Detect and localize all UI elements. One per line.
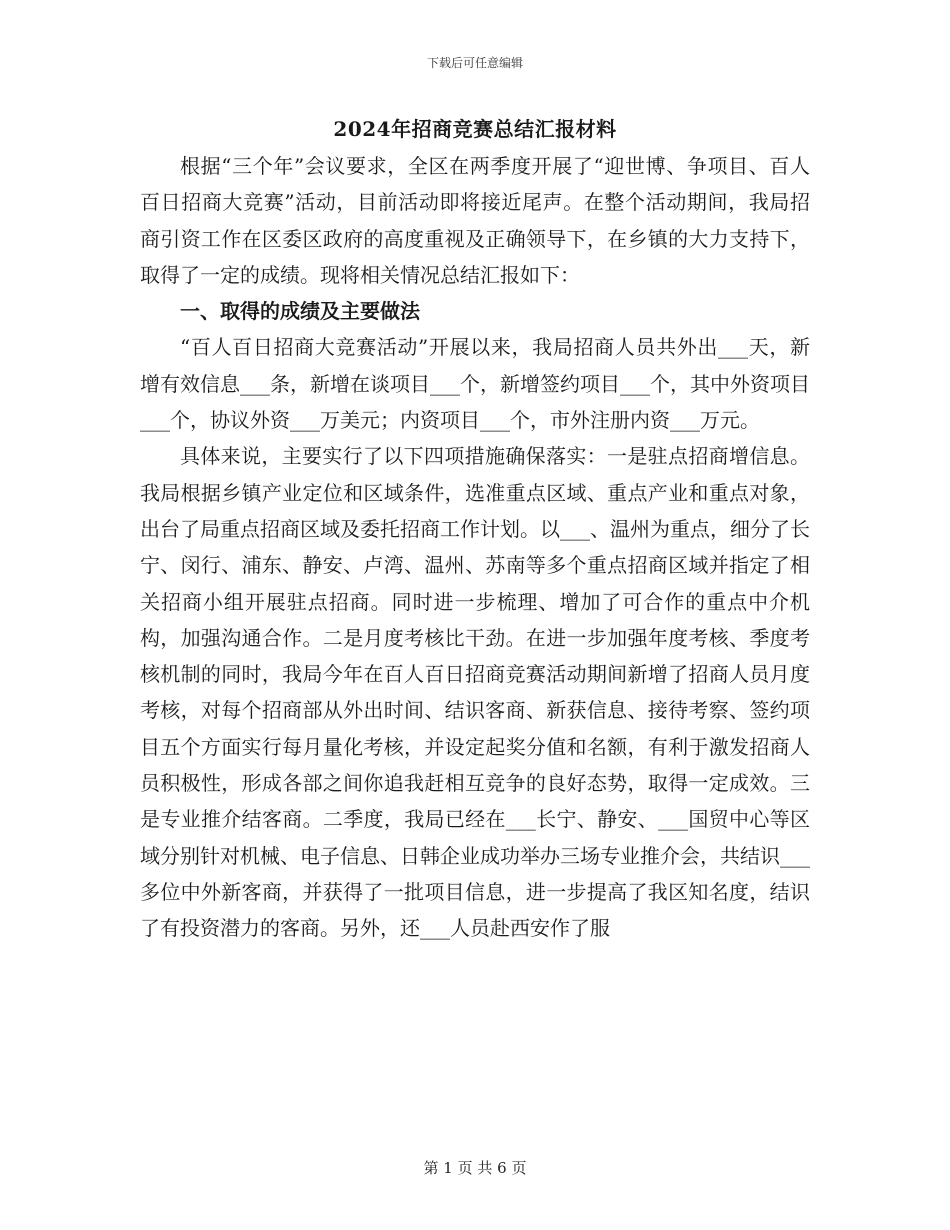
header-note: 下载后可任意编辑	[426, 56, 523, 70]
document-body	[140, 148, 810, 947]
section-heading: 一、取得的成绩及主要做法	[180, 299, 420, 324]
page-number: 第 1 页 共 6 页	[423, 1159, 527, 1177]
document-title: 2024年招商竞赛总结汇报材料	[333, 117, 617, 141]
measures-paragraph: 具体来说，主要实行了以下四项措施确保落实：一是驻点招商增信息。我局根据乡镇产业定位和区域条件，选准重点区域、重点产业和重点对象，出台了局重点招商区域及委托招商工作计划。以___、温州为重点，细分了长宁、闵行、浦东、静安、卢湾、温州、苏南等多个重点招商区域并指定了相关招商小组开展驻点招商。同时进一步梳理、增加了可合作的重点中介机构，加强沟通合作。二是月度考核比干劲。在进一步加强年度考核、季度考核机制的同时，我局今年在百人百日招商竞赛活动期间新增了招商人员月度考核，对每个招商部从外出时间、结识客商、新获信息、接待考察、签约项目五个方面实行每月量化考核，并设定起奖分值和名额，有利于激发招商人员积极性，形成各部之间你追我赶相互竞争的良好态势，取得一定成效。三是专业推介结客商。二季度，我局已经在___长宁、静安、___国贸中心等区域分别针对机械、电子信息、日韩企业成功举办三场专业推介会，共结识___多位中外新客商，并获得了一批项目信息，进一步提高了我区知名度，结识了有投资潜力的客商。另外，还___人员赴西安作了服	[140, 444, 810, 941]
achievements-paragraph: “百人百日招商大竞赛活动”开展以来，我局招商人员共外出___天，新增有效信息___条，新增在谈项目___个，新增签约项目___个，其中外资项目___个，协议外资___万美元；内资项目___个，市外注册内资___万元。	[140, 335, 810, 433]
intro-paragraph: 根据“三个年”会议要求，全区在两季度开展了“迎世博、争项目、百人百日招商大竞赛”活动，目前活动即将接近尾声。在整个活动期间，我局招商引资工作在区委区政府的高度重视及正确领导下，在乡镇的大力支持下，取得了一定的成绩。现将相关情况总结汇报如下：	[140, 154, 810, 287]
